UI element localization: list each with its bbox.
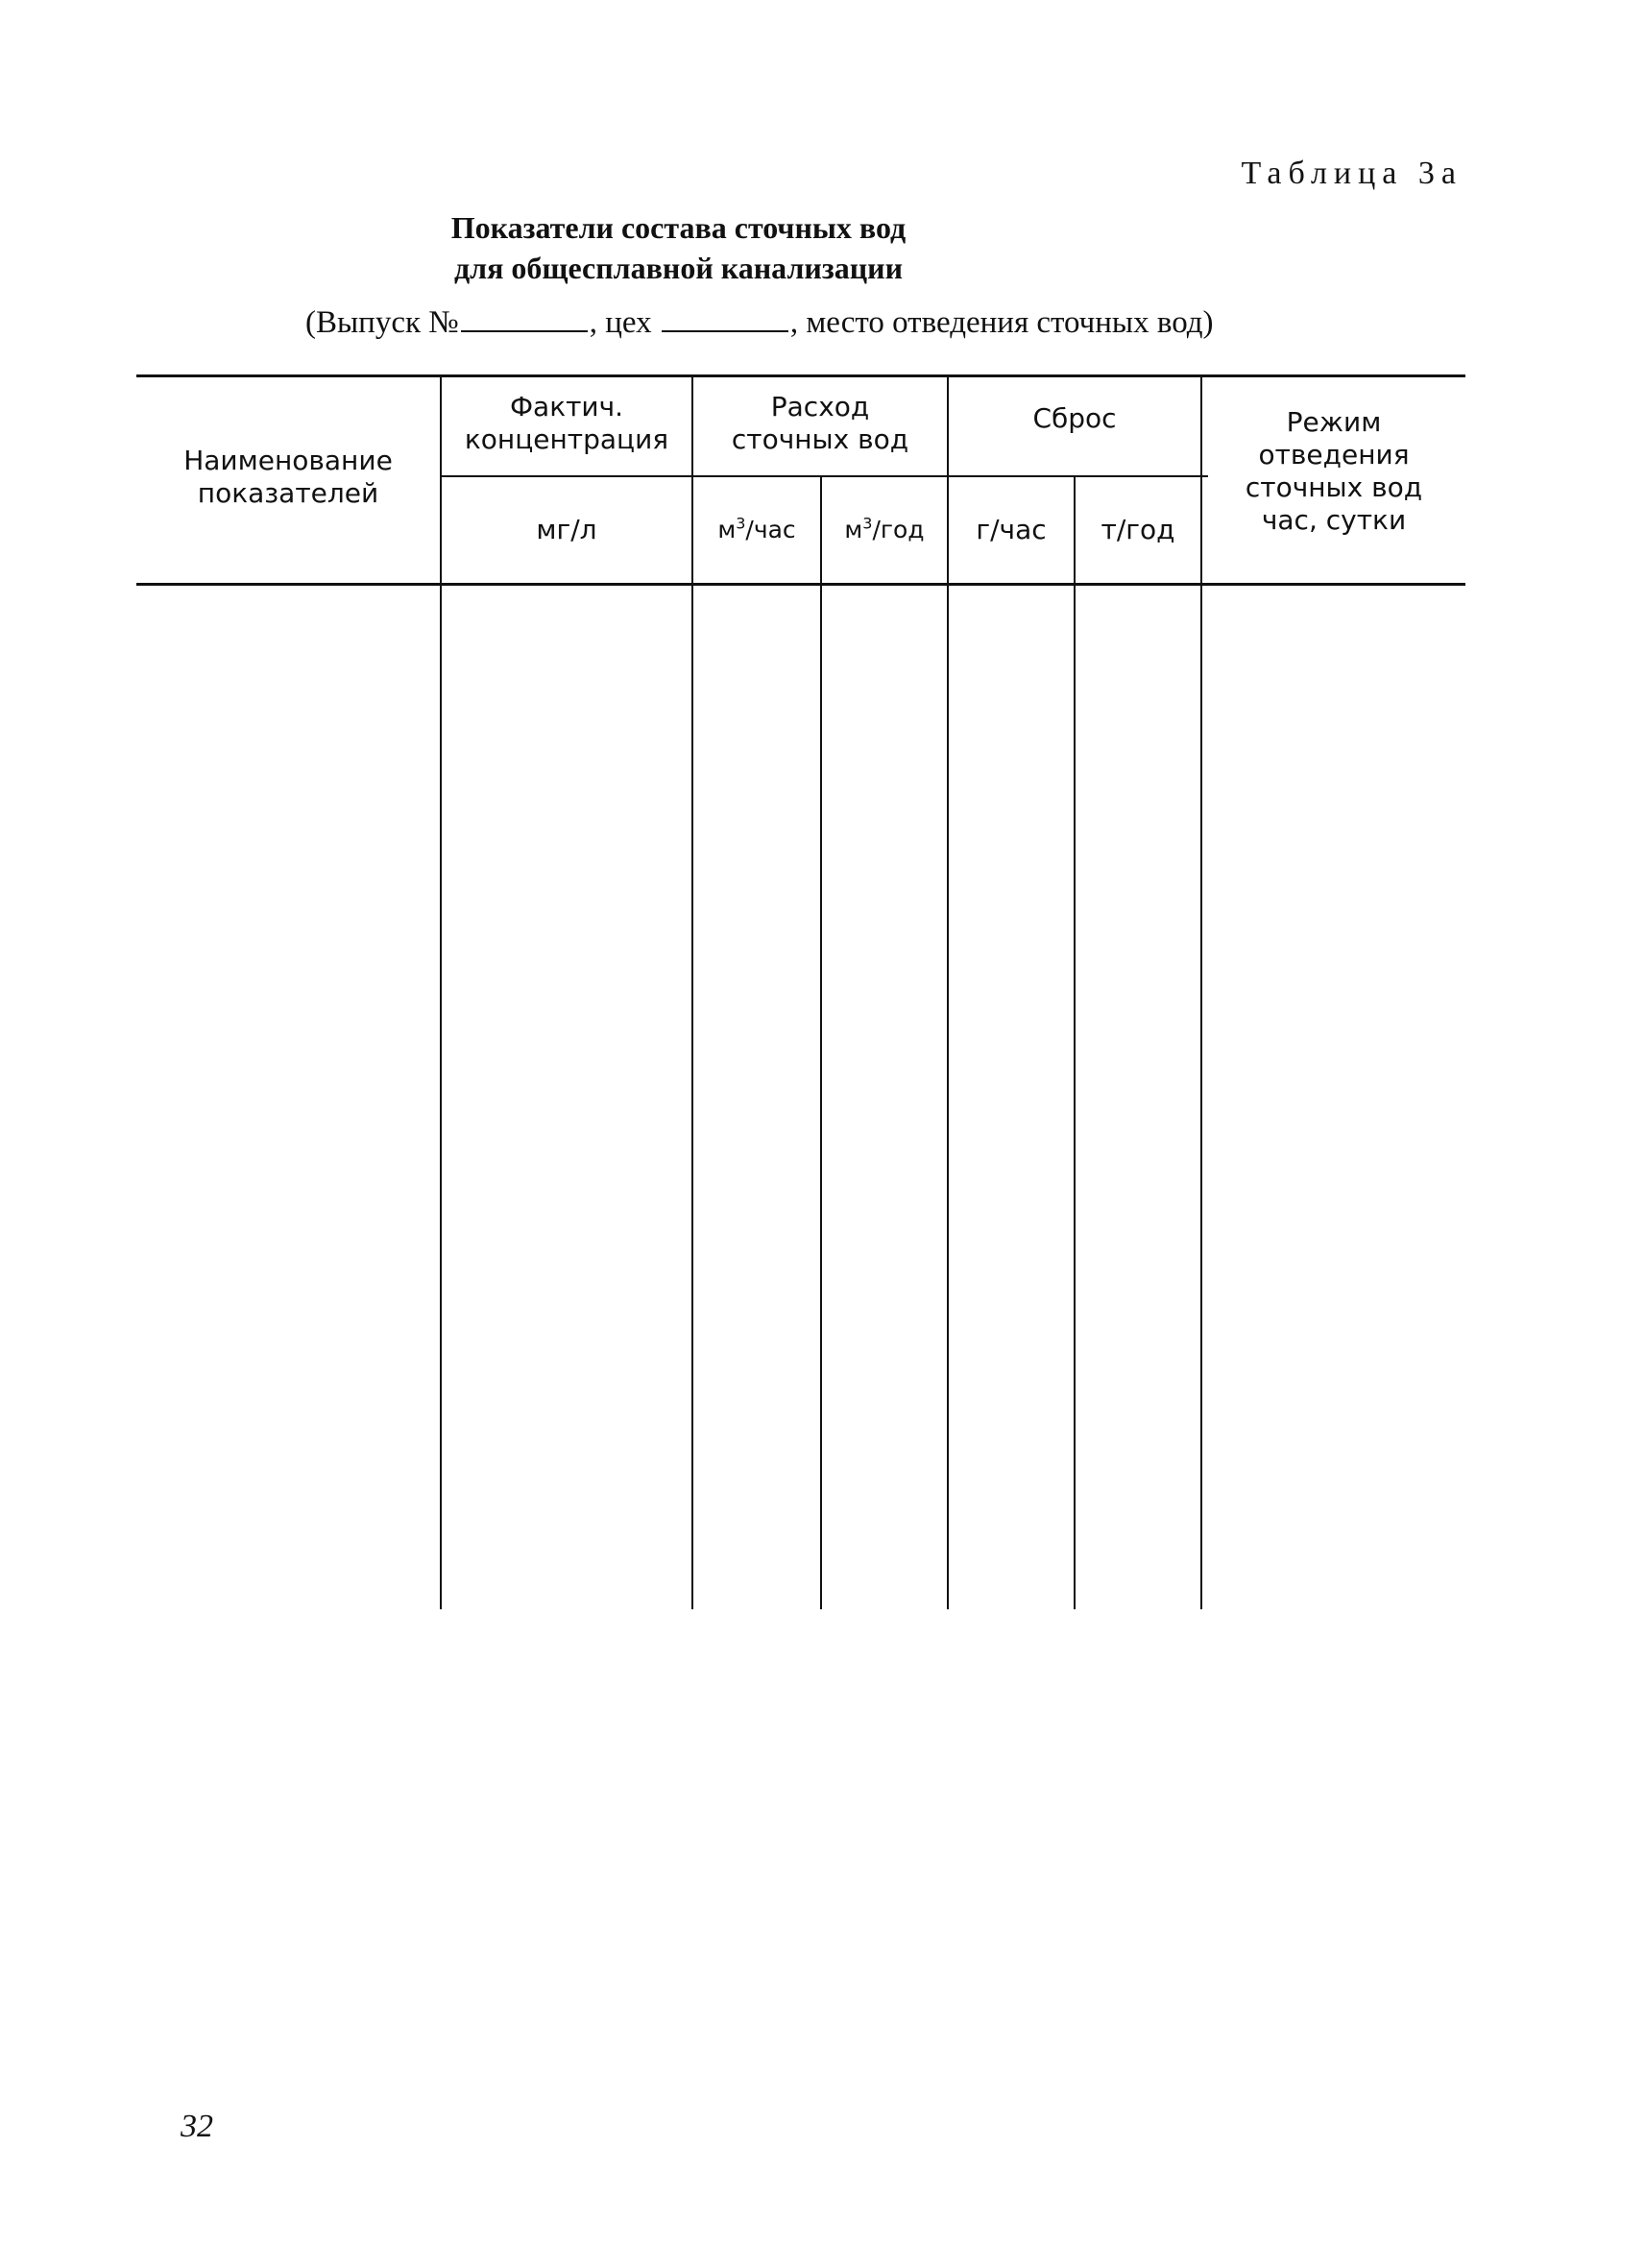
body-divider: [947, 586, 949, 1609]
header-discharge: Сброс: [1032, 402, 1117, 434]
table-subtitle: [305, 305, 1214, 341]
table-header: [136, 374, 1465, 586]
unit-g-per-hour: г/час: [976, 514, 1047, 545]
title-line-2: для общесплавной канализации: [453, 251, 904, 285]
wastewater-table: [136, 374, 1465, 1609]
outlet-number-blank: [461, 305, 588, 332]
header-concentration: Фактич. концентрация: [464, 391, 669, 455]
subtitle-outlet-label: (Выпуск №: [305, 305, 459, 340]
body-divider: [820, 586, 822, 1609]
table-title: [0, 207, 1501, 288]
body-divider: [1074, 586, 1076, 1609]
body-divider: [1200, 586, 1202, 1609]
header-name-column: Наименование показателей: [183, 445, 393, 509]
unit-m3-per-year: $м^3$/год: [844, 514, 925, 543]
header-mode: Режим отведения сточных вод час, сутки: [1245, 406, 1423, 536]
workshop-blank: [662, 305, 788, 332]
page-number: 32: [181, 2109, 213, 2144]
body-divider: [440, 586, 442, 1609]
table-body: [136, 586, 1465, 1609]
unit-m3-per-hour: $м^3$/час: [717, 514, 796, 543]
unit-mg-per-l: мг/л: [536, 514, 597, 545]
body-divider: [691, 586, 693, 1609]
table-number: Таблица 3а: [1241, 156, 1463, 191]
header-flow: Расход сточных вод: [731, 391, 909, 455]
title-line-1: Показатели состава сточных вод: [450, 210, 907, 245]
unit-t-per-year: т/год: [1101, 514, 1175, 545]
subtitle-place-label: , место отведения сточных вод): [789, 305, 1214, 340]
subtitle-workshop-label: , цех: [589, 305, 652, 340]
header-subdivider: [440, 475, 1208, 477]
